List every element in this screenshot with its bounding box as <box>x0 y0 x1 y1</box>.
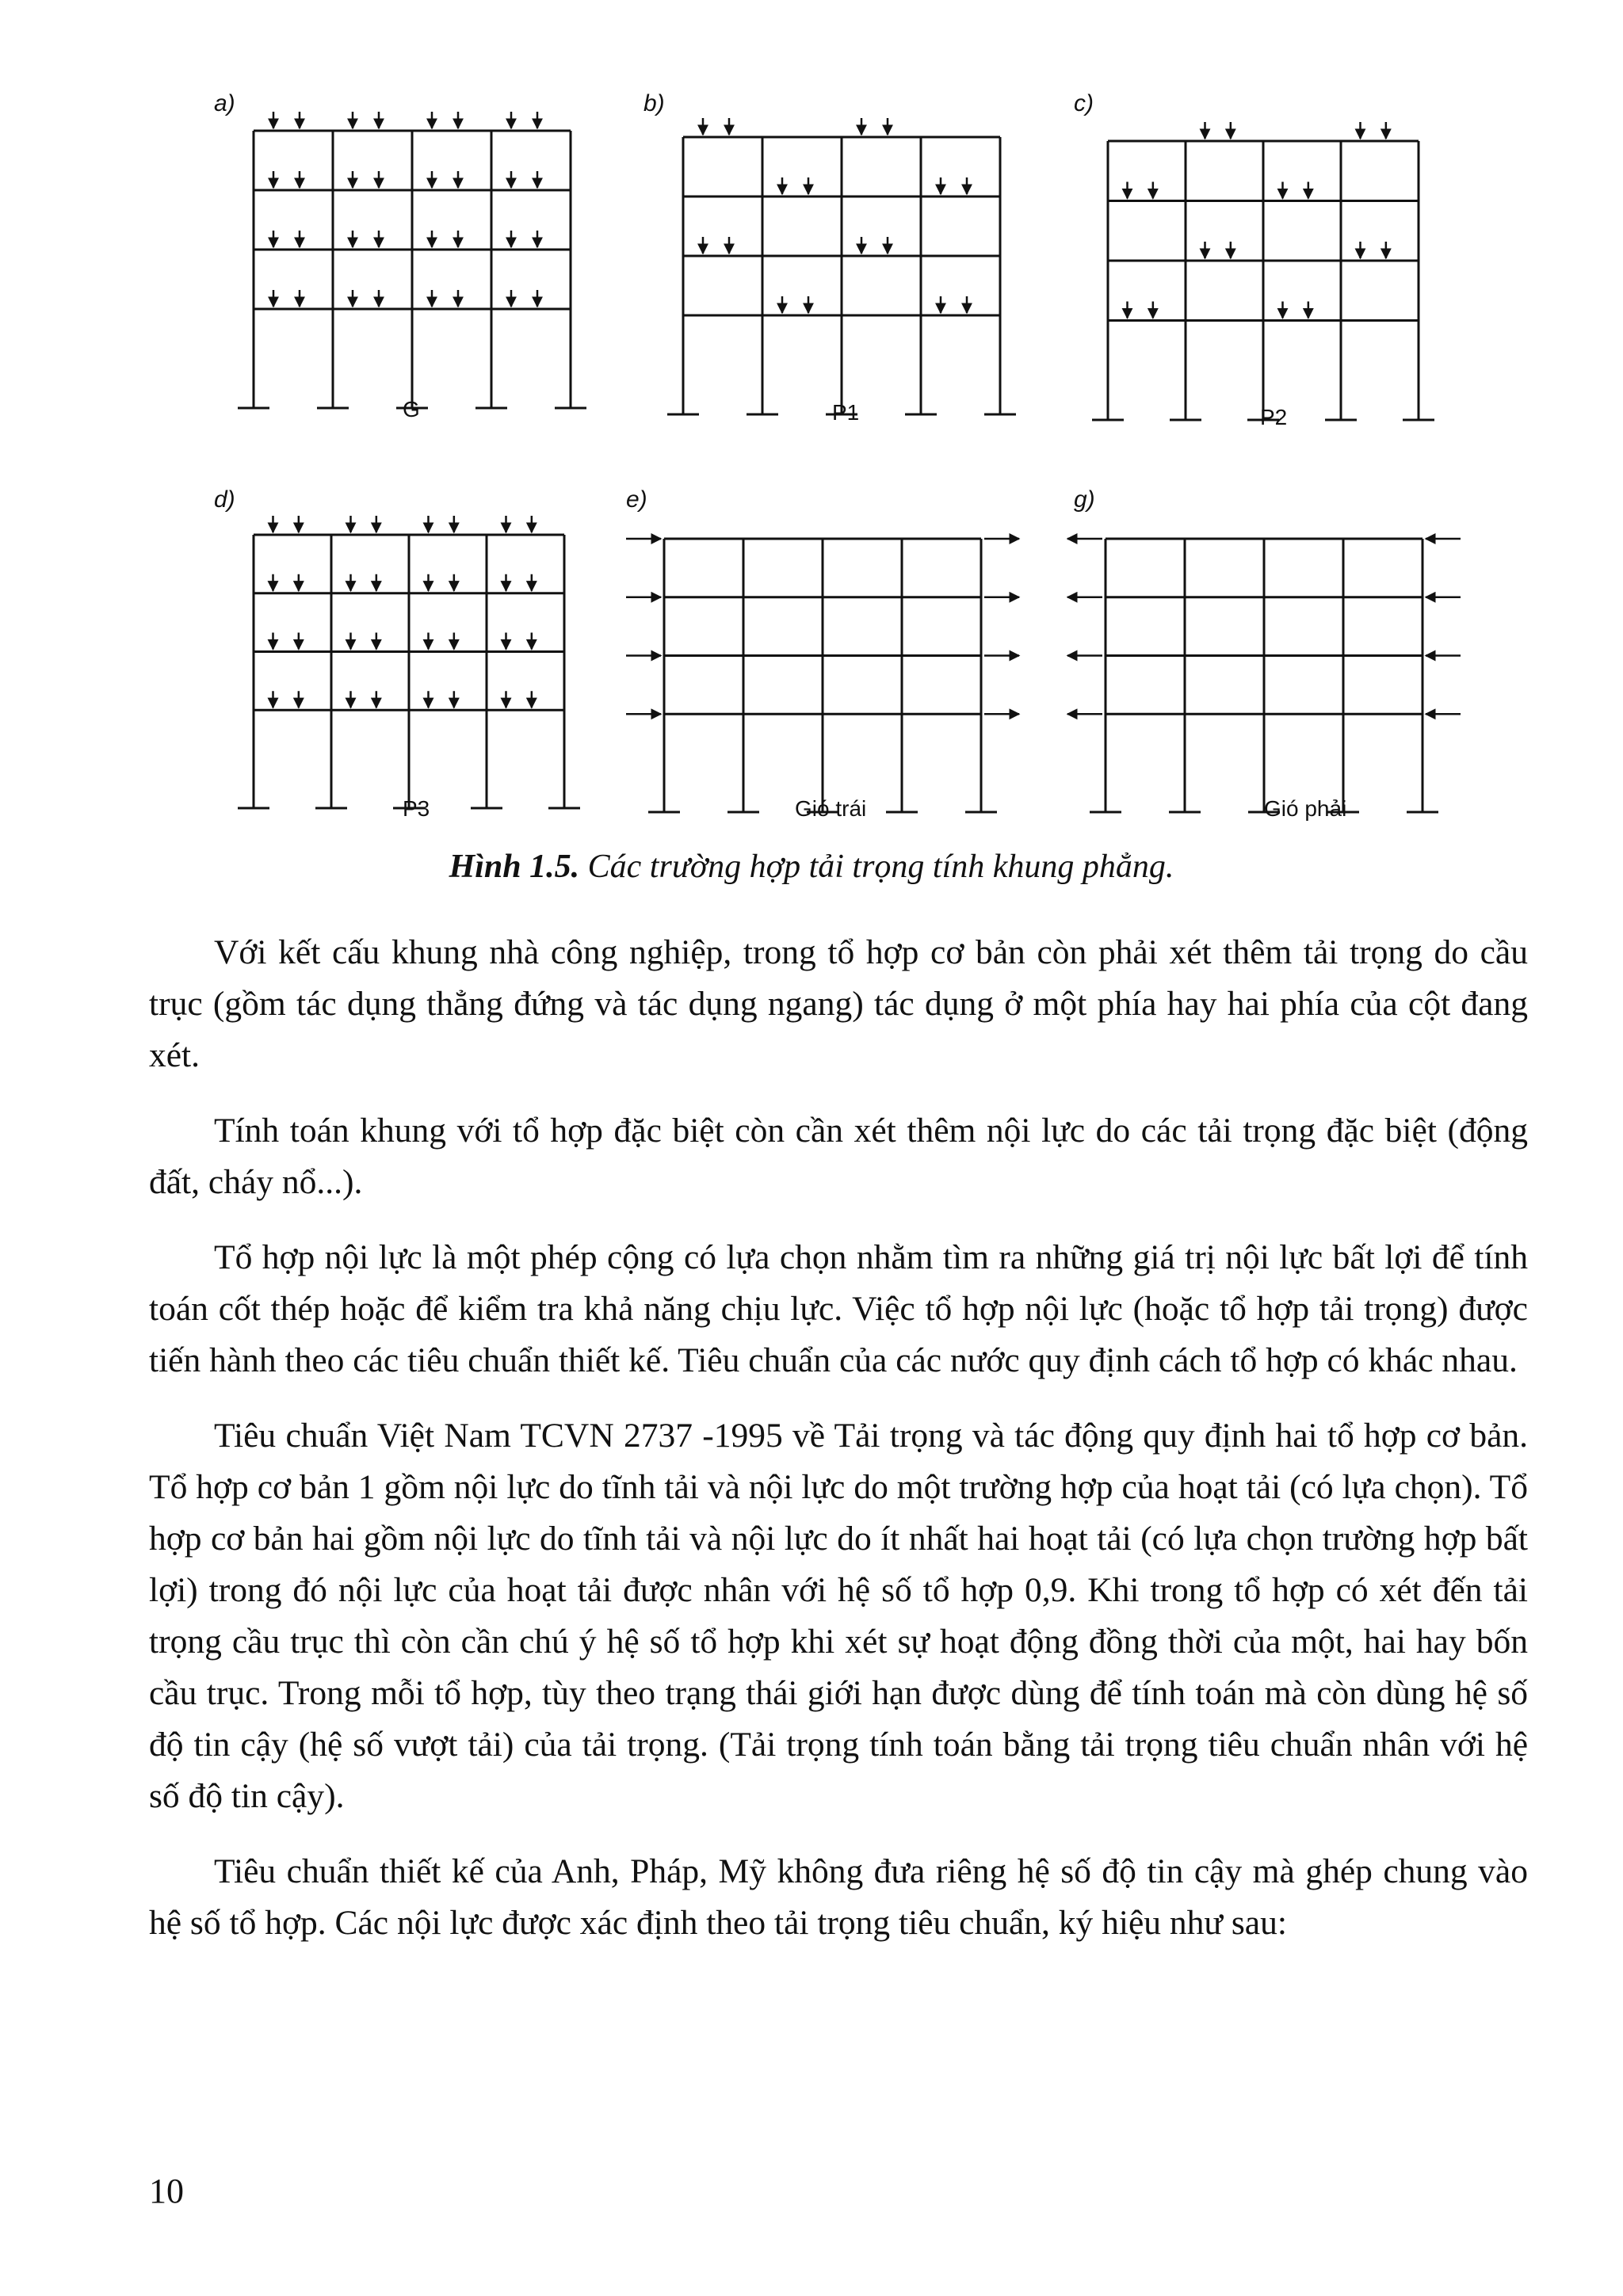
panel-letter-b: b) <box>643 90 665 116</box>
panel-letter-d: d) <box>214 486 235 513</box>
case-label-p1: P1 <box>832 400 860 425</box>
figure-caption <box>0 848 1623 886</box>
case-label-p2: P2 <box>1260 405 1288 429</box>
case-label-wind-right: Gió phải <box>1264 796 1347 821</box>
panel-letter-g: g) <box>1074 486 1095 513</box>
body-text <box>149 927 1528 1973</box>
paragraph-foreign-standards: Tiêu chuẩn thiết kế của Anh, Pháp, Mỹ không đưa riêng hệ số độ tin cậy mà ghép chung vào hệ số tổ hợp. Các nội lực được xác định theo tải trọng tiêu chuẩn, ký hiệu như sau: <box>149 1852 1528 1942</box>
panel-letter-a: a) <box>214 90 235 116</box>
paragraph-tcvn-standard: Tiêu chuẩn Việt Nam TCVN 2737 -1995 về Tải trọng và tác động quy định hai tổ hợp cơ bản. Tổ hợp cơ bản 1 gồm nội lực do tĩnh tải và nội lực do một trường hợp của hoạt tải (có lựa chọn). Tổ hợp cơ bản hai gồm nội lực do tĩnh tải và nội lực do ít nhất hai hoạt tải (có lựa chọn trường hợp bất lợi) trong đó nội lực của hoạt tải được nhân với hệ số tổ hợp 0,9. Khi trong tổ hợp có xét đến tải trọng cầu trục thì còn cần chú ý hệ số tổ hợp khi xét sự hoạt động đồng thời của một, hai hay bốn cầu trục. Trong mỗi tổ hợp, tùy theo trạng thái giới hạn được dùng để tính toán mà còn dùng hệ số độ tin cậy (hệ số vượt tải) của tải trọng. (Tải trọng tính toán bằng tải trọng tiêu chuẩn nhân với hệ số độ tin cậy). <box>149 1417 1528 1815</box>
case-label-g: G <box>403 397 420 421</box>
paragraph-force-combination: Tổ hợp nội lực là một phép cộng có lựa chọn nhằm tìm ra những giá trị nội lực bất lợi để tính toán cốt thép hoặc để kiểm tra khả năng chịu lực. Việc tổ hợp nội lực (hoặc tổ hợp tải trọng) được tiến hành theo các tiêu chuẩn thiết kế. Tiêu chuẩn của các nước quy định cách tổ hợp có khác nhau. <box>149 1238 1528 1379</box>
page-number: 10 <box>149 2172 184 2210</box>
panel-letter-c: c) <box>1074 90 1094 116</box>
paragraph-special-combination: Tính toán khung với tổ hợp đặc biệt còn cần xét thêm nội lực do các tải trọng đặc biệt (động đất, cháy nổ...). <box>149 1112 1528 1201</box>
case-label-p3: P3 <box>403 796 430 821</box>
paragraph-crane-loads: Với kết cấu khung nhà công nghiệp, trong tổ hợp cơ bản còn phải xét thêm tải trọng do cầu trục (gồm tác dụng thẳng đứng và tác dụng ngang) tác dụng ở một phía hay hai phía của cột đang xét. <box>149 933 1528 1074</box>
load-cases-figure <box>0 0 1623 903</box>
figure-caption-text: Các trường hợp tải trọng tính khung phẳng. <box>587 849 1174 885</box>
panel-letter-e: e) <box>626 486 647 513</box>
case-label-wind-left: Gió trái <box>795 796 867 821</box>
figure-number: Hình 1.5. <box>449 849 580 885</box>
